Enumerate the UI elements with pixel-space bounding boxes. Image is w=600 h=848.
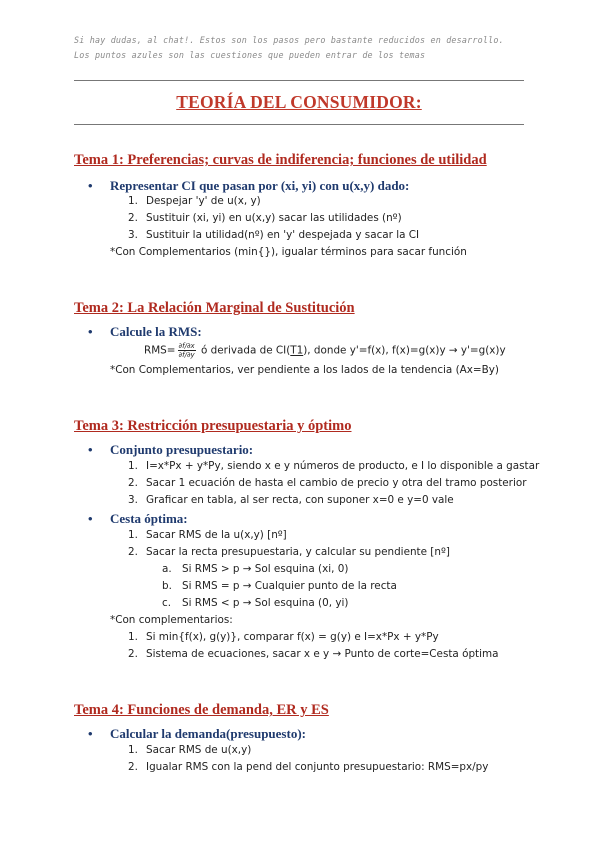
tema3-heading: Tema 3: Restricción presupuestaria y óptimo (74, 418, 352, 434)
list-item: 2. Sustituir (xi, yi) en u(x,y) sacar las utilidades (nº) (128, 212, 402, 224)
list-item: 2. Igualar RMS con la pend del conjunto presupuestario: RMS=px/py (128, 761, 489, 773)
tema1-bullet: • Representar CI que pasan por (xi, yi) con u(x,y) dado: (88, 178, 410, 193)
sub-list-item: c. Si RMS < p → Sol esquina (0, yi) (162, 597, 349, 609)
list-item: 1. Sacar RMS de la u(x,y) [nº] (128, 529, 287, 541)
list-item: 2. Sistema de ecuaciones, sacar x e y → Punto de corte=Cesta óptima (128, 648, 499, 660)
rms-fraction: $\frac{\partial f/\partial x}{\partial f/\partial y}$ (178, 342, 195, 359)
list-item: 1. Sacar RMS de u(x,y) (128, 744, 252, 756)
tema3-note: *Con complementarios: (110, 614, 233, 626)
tema3-bullet-1: • Conjunto presupuestario: (88, 442, 254, 457)
list-item: 3. Sustituir la utilidad(nº) en 'y' despejada y sacar la CI (128, 229, 420, 241)
list-item: 2. Sacar la recta presupuestaria, y calcular su pendiente [nº] (128, 546, 450, 558)
sub-list-item: b. Si RMS = p → Cualquier punto de la recta (162, 580, 397, 592)
tema2-note: *Con Complementarios, ver pendiente a los lados de la tendencia (Ax=By) (110, 364, 499, 376)
tema4-heading: Tema 4: Funciones de demanda, ER y ES (74, 702, 329, 718)
intro-note (74, 33, 544, 63)
list-item: 1. Si min{f(x), g(y)}, comparar f(x) = g(y) e I=x*Px + y*Py (128, 631, 439, 643)
tema4-bullet: • Calcular la demanda(presupuesto): (88, 726, 306, 741)
tema1-note: *Con Complementarios (min{}), igualar términos para sacar función (110, 246, 467, 258)
list-item: 1. Despejar 'y' de u(x, y) (128, 195, 261, 207)
sub-list-item: a. Si RMS > p → Sol esquina (xi, 0) (162, 563, 349, 575)
intro-note-line-2: Los puntos azules son las cuestiones que pueden entrar de los temas (74, 50, 426, 60)
list-item: 2. Sacar 1 ecuación de hasta el cambio de precio y otra del tramo posterior (128, 477, 527, 489)
list-item: 1. I=x*Px + y*Py, siendo x e y números de producto, e I lo disponible a gastar (128, 460, 540, 472)
tema2-heading: Tema 2: La Relación Marginal de Sustitución (74, 300, 355, 316)
page-title: TEORÍA DEL CONSUMIDOR: (176, 92, 422, 112)
tema1-bullet-text: Representar CI que pasan por (xi, yi) con u(x,y) dado: (110, 178, 410, 193)
tema2-bullet-text: Calcule la RMS: (110, 324, 202, 339)
tema2-bullet: • Calcule la RMS: (88, 324, 202, 339)
intro-note-line-1: Si hay dudas, al chat!. Estos son los pasos pero bastante reducidos en desarrollo. (74, 35, 504, 45)
title-rule-top (74, 80, 524, 81)
list-item: 3. Graficar en tabla, al ser recta, con suponer x=0 e y=0 vale (128, 494, 454, 506)
title-rule-bottom (74, 124, 524, 125)
tema1-heading: Tema 1: Preferencias; curvas de indiferencia; funciones de utilidad (74, 152, 487, 168)
rms-formula: RMS= $\frac{\partial f/\partial x}{\partial f/\partial y}$ ó derivada de CI(T1), donde y'=f(x), f(x)=g(x)y → y'=g(x)y (144, 342, 506, 359)
tema3-bullet-2: • Cesta óptima: (88, 511, 188, 526)
